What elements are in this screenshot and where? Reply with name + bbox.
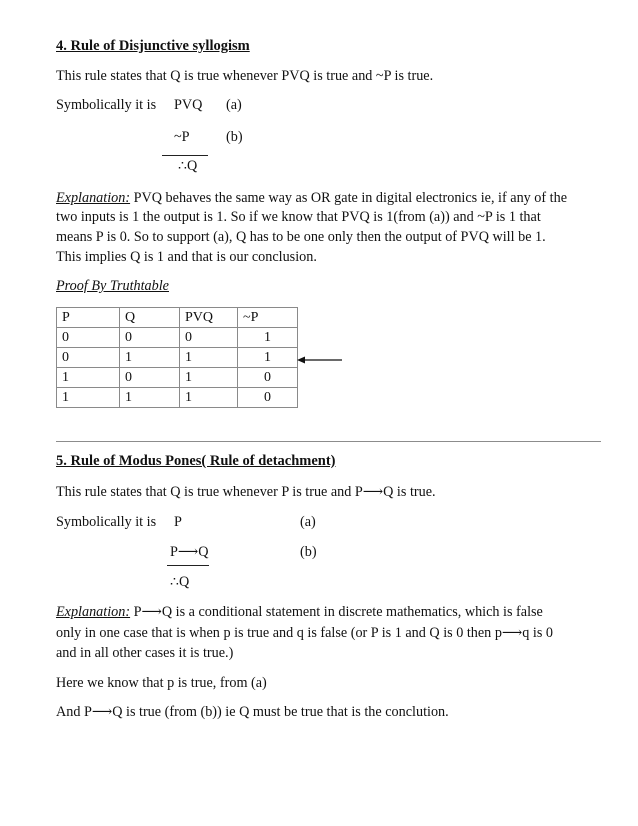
table-cell: 0 bbox=[120, 368, 180, 388]
table-cell: 1 bbox=[238, 328, 298, 348]
section5-statement: This rule states that Q is true whenever P is true and P⟶Q is true. bbox=[56, 484, 436, 500]
truth-table-header: P bbox=[57, 308, 120, 328]
table-cell: 1 bbox=[180, 368, 238, 388]
table-cell: 1 bbox=[180, 348, 238, 368]
section5-explanation-line-1 bbox=[56, 602, 543, 622]
table-row bbox=[57, 328, 298, 348]
truth-table bbox=[56, 307, 298, 408]
section5-conclusion-rule bbox=[167, 565, 209, 566]
table-cell: 1 bbox=[57, 388, 120, 408]
truth-table-header: ~P bbox=[238, 308, 298, 328]
truth-table-header: Q bbox=[120, 308, 180, 328]
section5-premise1: P bbox=[174, 514, 182, 530]
table-cell: 0 bbox=[57, 348, 120, 368]
section4-explanation-line-2: two inputs is 1 the output is 1. So if we know that PVQ is 1(from (a)) and ~P is 1 that bbox=[56, 209, 541, 225]
section5-heading: 5. Rule of Modus Pones( Rule of detachment) bbox=[56, 453, 336, 469]
section4-premise2-tag: (b) bbox=[226, 129, 243, 145]
table-cell: 1 bbox=[238, 348, 298, 368]
section5-symbolic-intro: Symbolically it is bbox=[56, 514, 157, 530]
table-cell: 1 bbox=[57, 368, 120, 388]
section4-conclusion-rule bbox=[162, 155, 208, 156]
section4-statement: This rule states that Q is true whenever PVQ is true and ~P is true. bbox=[56, 68, 434, 84]
section5-premise1-tag: (a) bbox=[300, 514, 316, 530]
section5-explanation-line-2: only in one case that is when p is true and q is false (or P is 1 and Q is 0 then p⟶q is 0 bbox=[56, 625, 553, 641]
section5-explanation-text-1: P⟶Q is a conditional statement in discrete mathematics, which is false bbox=[130, 604, 543, 620]
section4-premise2: ~P bbox=[174, 129, 190, 145]
section5-line-b: And P⟶Q is true (from (b)) ie Q must be true that is the conclution. bbox=[56, 704, 449, 720]
section5-premise2-tag: (b) bbox=[300, 544, 317, 560]
table-cell: 1 bbox=[120, 348, 180, 368]
table-cell: 0 bbox=[180, 328, 238, 348]
section4-explanation-line-3: means P is 0. So to support (a), Q has to be one only then the output of PVQ will be 1. bbox=[56, 229, 546, 245]
section5-line-a: Here we know that p is true, from (a) bbox=[56, 675, 267, 691]
proof-by-truthtable-label: Proof By Truthtable bbox=[56, 278, 169, 294]
table-cell: 1 bbox=[120, 388, 180, 408]
table-cell: 1 bbox=[180, 388, 238, 408]
section5-explanation-label: Explanation: bbox=[56, 604, 131, 620]
section4-heading: 4. Rule of Disjunctive syllogism bbox=[56, 38, 250, 54]
truth-table-header-row bbox=[57, 308, 298, 328]
table-row bbox=[57, 348, 298, 368]
section4-explanation-label: Explanation: bbox=[56, 190, 131, 206]
section4-conclusion: ∴Q bbox=[178, 158, 198, 174]
table-row bbox=[57, 368, 298, 388]
table-cell: 0 bbox=[238, 368, 298, 388]
section4-premise1-tag: (a) bbox=[226, 97, 242, 113]
table-cell: 0 bbox=[238, 388, 298, 408]
section4-premise1: PVQ bbox=[174, 97, 203, 113]
section4-symbolic-intro: Symbolically it is bbox=[56, 97, 157, 113]
section4-explanation-line-4: This implies Q is 1 and that is our conclusion. bbox=[56, 249, 317, 265]
section-divider bbox=[56, 441, 601, 442]
section5-premise2: P⟶Q bbox=[170, 544, 209, 560]
left-arrow-icon bbox=[297, 354, 343, 366]
table-cell: 0 bbox=[120, 328, 180, 348]
section4-explanation-text-1: PVQ behaves the same way as OR gate in digital electronics ie, if any of the bbox=[130, 190, 568, 206]
table-cell: 0 bbox=[57, 328, 120, 348]
section4-explanation-line-1 bbox=[56, 188, 567, 208]
section5-conclusion: ∴Q bbox=[170, 574, 190, 590]
section5-explanation-line-3: and in all other cases it is true.) bbox=[56, 645, 234, 661]
table-row bbox=[57, 388, 298, 408]
truth-table-header: PVQ bbox=[180, 308, 238, 328]
